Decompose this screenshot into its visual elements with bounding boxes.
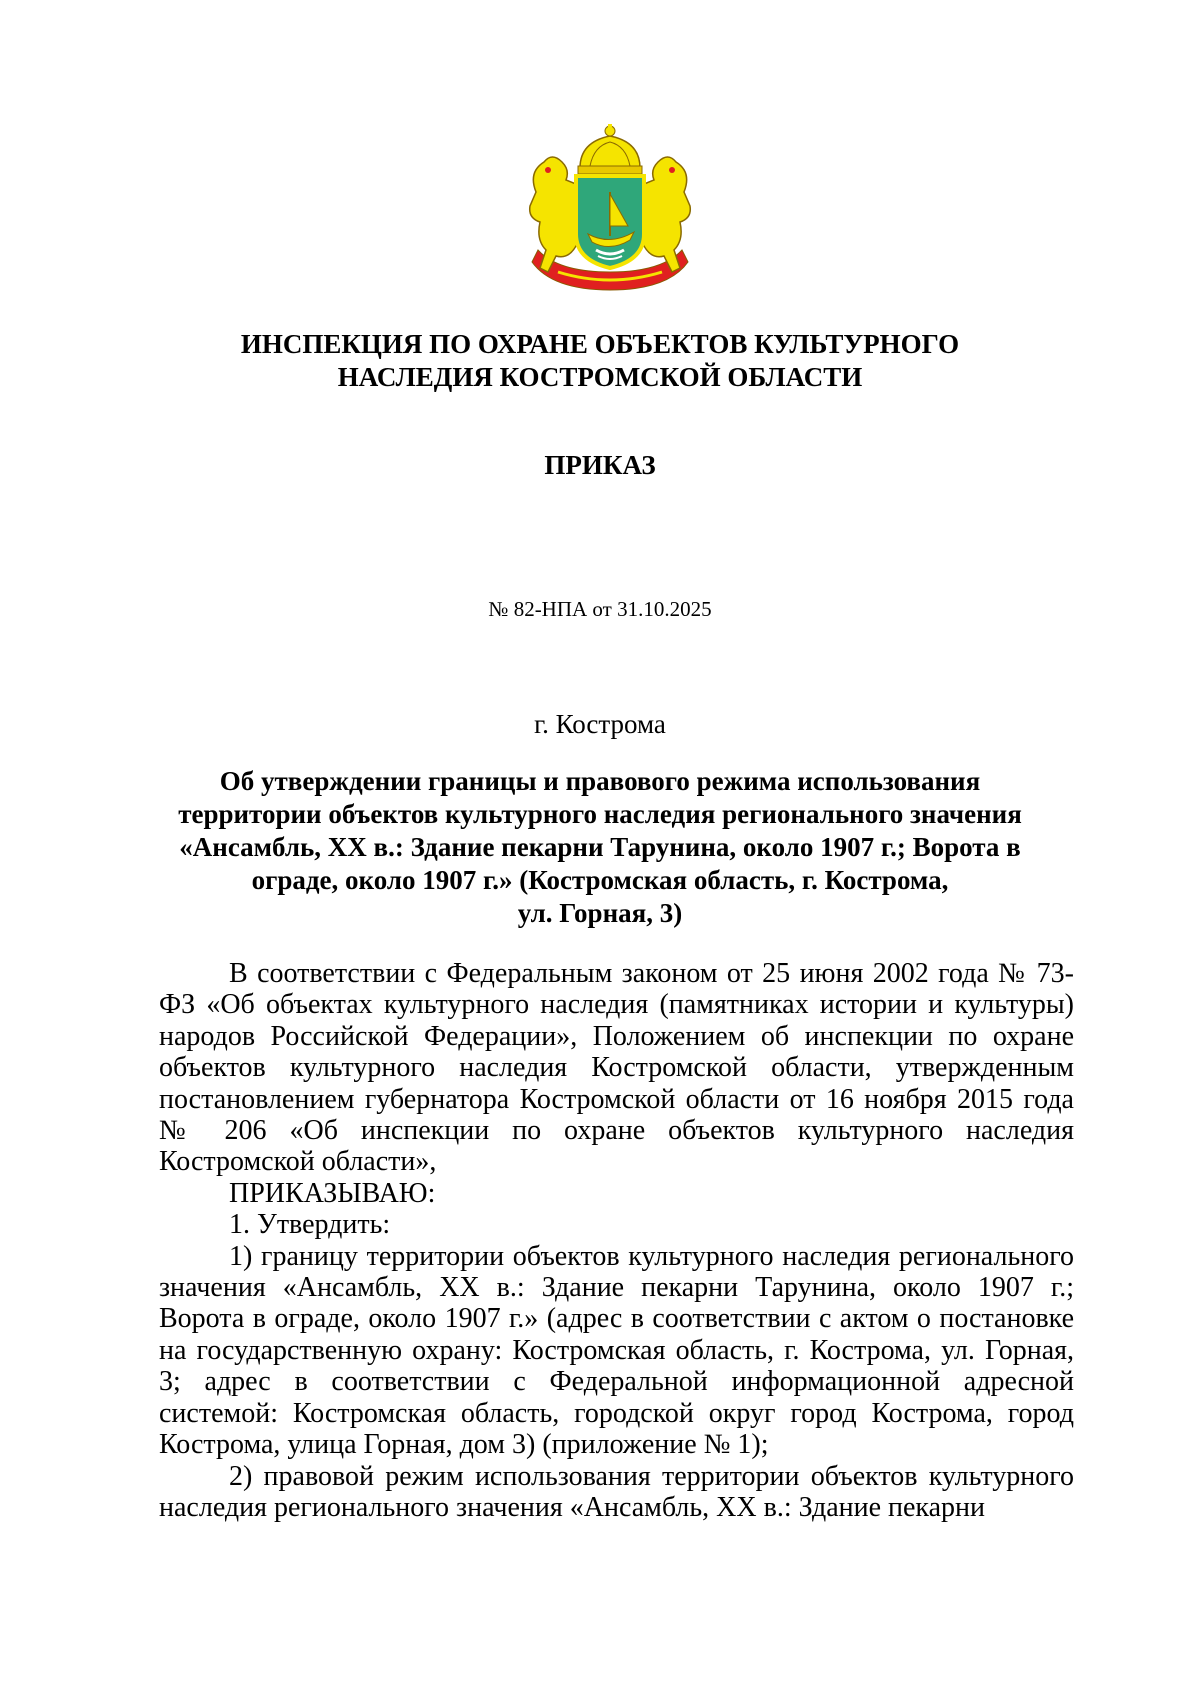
document-subject-title	[150, 765, 1050, 930]
organization-title-line-1: ИНСПЕКЦИЯ ПО ОХРАНЕ ОБЪЕКТОВ КУЛЬТУРНОГО	[240, 329, 960, 359]
subject-line-2: территории объектов культурного наследия регионального значения	[178, 799, 1022, 829]
document-body	[159, 958, 1074, 1523]
document-kind-heading: ПРИКАЗ	[544, 450, 656, 480]
item-1-paragraph: 1. Утвердить:	[229, 1209, 391, 1241]
subject-line-4: ограде, около 1907 г.» (Костромская область, г. Кострома,	[251, 865, 949, 895]
item-1-1-paragraph: 1) границу территории объектов культурного наследия регионального значения «Ансамбль, ХХ в.: Здание пекарни Тарунина, около 1907 г.; Ворота в ограде, около 1907 г.» (адрес в соответствии с актом о постановке на государственную охрану: Костромская область, г. Кострома, ул. Горная, 3; адрес в соответствии с Федеральной информационной адресной системой: Костромская область, городской округ город Кострома, город Кострома, улица Горная, дом 3) (приложение № 1);	[159, 1240, 1074, 1461]
kostroma-coat-of-arms-emblem	[518, 122, 702, 300]
organization-title-line-2: НАСЛЕДИЯ КОСТРОМСКОЙ ОБЛАСТИ	[337, 362, 863, 392]
item-1-2-paragraph: 2) правовой режим использования территории объектов культурного наследия регионального значения «Ансамбль, ХХ в.: Здание пекарни	[159, 1460, 1074, 1523]
document-city: г. Кострома	[534, 709, 666, 739]
preamble-paragraph: В соответствии с Федеральным законом от 25 июня 2002 года № 73-ФЗ «Об объектах культурного наследия (памятниках истории и культуры) народов Российской Федерации», Положением об инспекции по охране объектов культурного наследия Костромской области, утвержденным постановлением губернатора Костромской области от 16 ноября 2015 года № 206 «Об инспекции по охране объектов культурного наследия Костромской области»,	[159, 958, 1074, 1178]
order-word-paragraph: ПРИКАЗЫВАЮ:	[229, 1177, 436, 1209]
subject-line-1: Об утверждении границы и правового режима использования	[219, 766, 981, 796]
subject-line-3: «Ансамбль, ХХ в.: Здание пекарни Тарунина, около 1907 г.; Ворота в	[179, 832, 1021, 862]
subject-line-5: ул. Горная, 3)	[517, 898, 683, 928]
organization-title	[0, 328, 1200, 394]
document-number-date: № 82-НПА от 31.10.2025	[488, 597, 712, 621]
